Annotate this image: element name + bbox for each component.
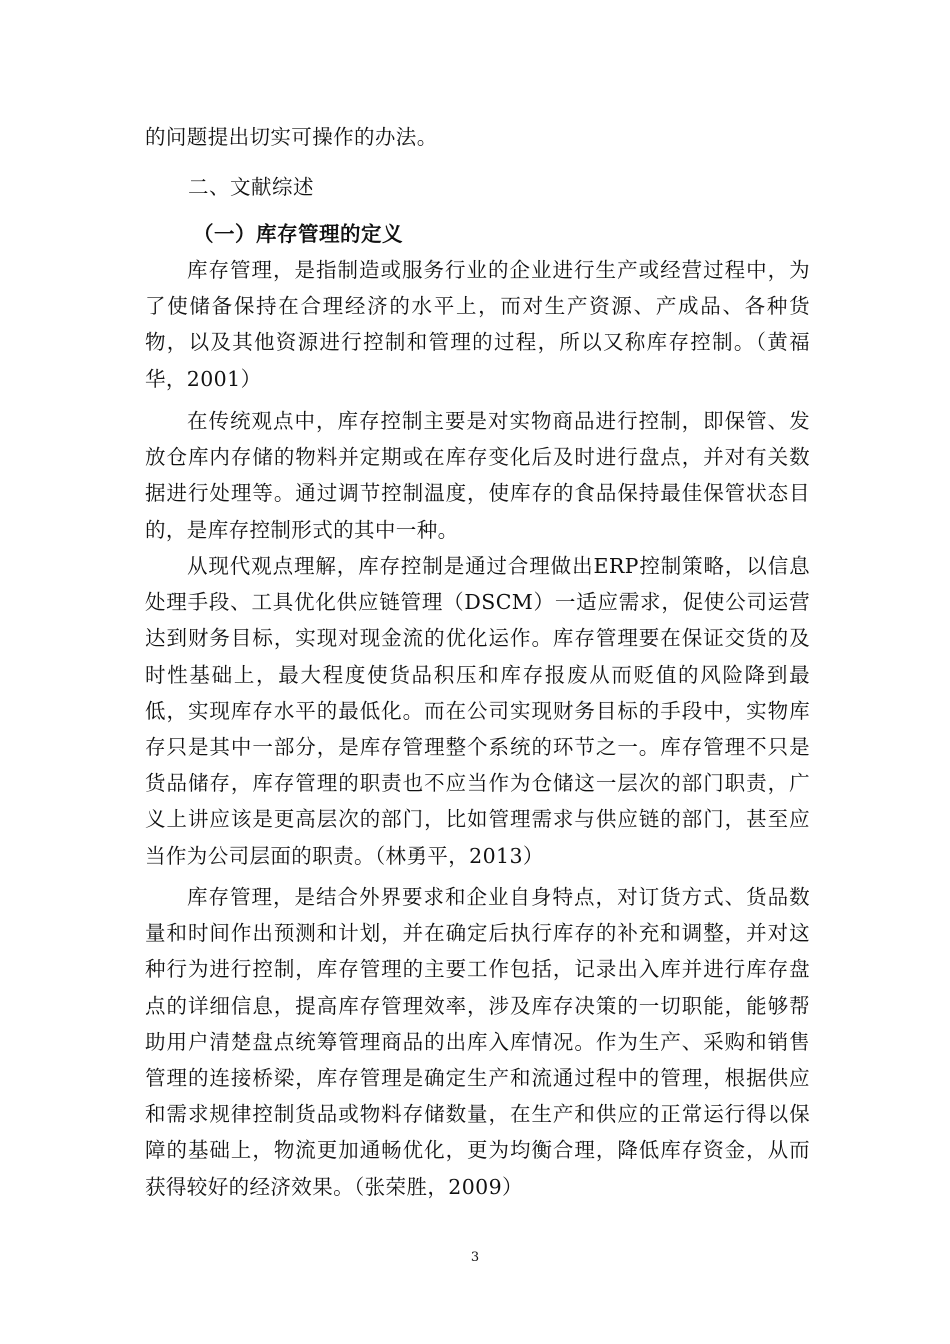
subsection-heading: （一）库存管理的定义 [193,222,403,246]
paragraph-traditional-view: 在传统观点中，库存控制主要是对实物商品进行控制，即保管、发放仓库内存储的物料并定期或在库存变化后及时进行盘点，并对有关数据进行处理等。通过调节控制温度，使库存的食品保持最佳保管状态目的，是库存控制形式的其中一种。 [145,409,810,542]
paragraph-modern-view: 从现代观点理解，库存控制是通过合理做出ERP控制策略，以信息处理手段、工具优化供应链管理（DSCM）一适应需求，促使公司运营达到财务目标，实现对现金流的优化运作。库存管理要在保证交货的及时性基础上，最大程度使货品积压和库存报废从而贬值的风险降到最低，实现库存水平的最低化。而在公司实现财务目标的手段中，实物库存只是其中一部分，是库存管理整个系统的环节之一。库存管理不只是货品储存，库存管理的职责也不应当作为仓储这一层次的部门职责，广义上讲应该是更高层次的部门，比如管理需求与供应链的部门，甚至应当作为公司层面的职责。（林勇平，2013） [145,554,810,868]
paragraph-definition: 库存管理，是指制造或服务行业的企业进行生产或经营过程中，为了使储备保持在合理经济的水平上，而对生产资源、产成品、各种货物，以及其他资源进行控制和管理的过程，所以又称库存控制。（黄福华，2001） [145,258,810,391]
continuation-line: 的问题提出切实可操作的办法。 [145,125,438,149]
paragraph-management-functions: 库存管理，是结合外界要求和企业自身特点，对订货方式、货品数量和时间作出预测和计划，并在确定后执行库存的补充和调整，并对这种行为进行控制，库存管理的主要工作包括，记录出入库并进行库存盘点的详细信息，提高库存管理效率，涉及库存决策的一切职能，能够帮助用户清楚盘点统筹管理商品的出库入库情况。作为生产、采购和销售管理的连接桥梁，库存管理是确定生产和流通过程中的管理，根据供应和需求规律控制货品或物料存储数量，在生产和供应的正常运行得以保障的基础上，物流更加通畅优化，更为均衡合理，降低库存资金，从而获得较好的经济效果。（张荣胜，2009） [145,885,810,1199]
section-heading: 二、文献综述 [188,175,314,199]
page-number: 3 [470,1250,480,1265]
